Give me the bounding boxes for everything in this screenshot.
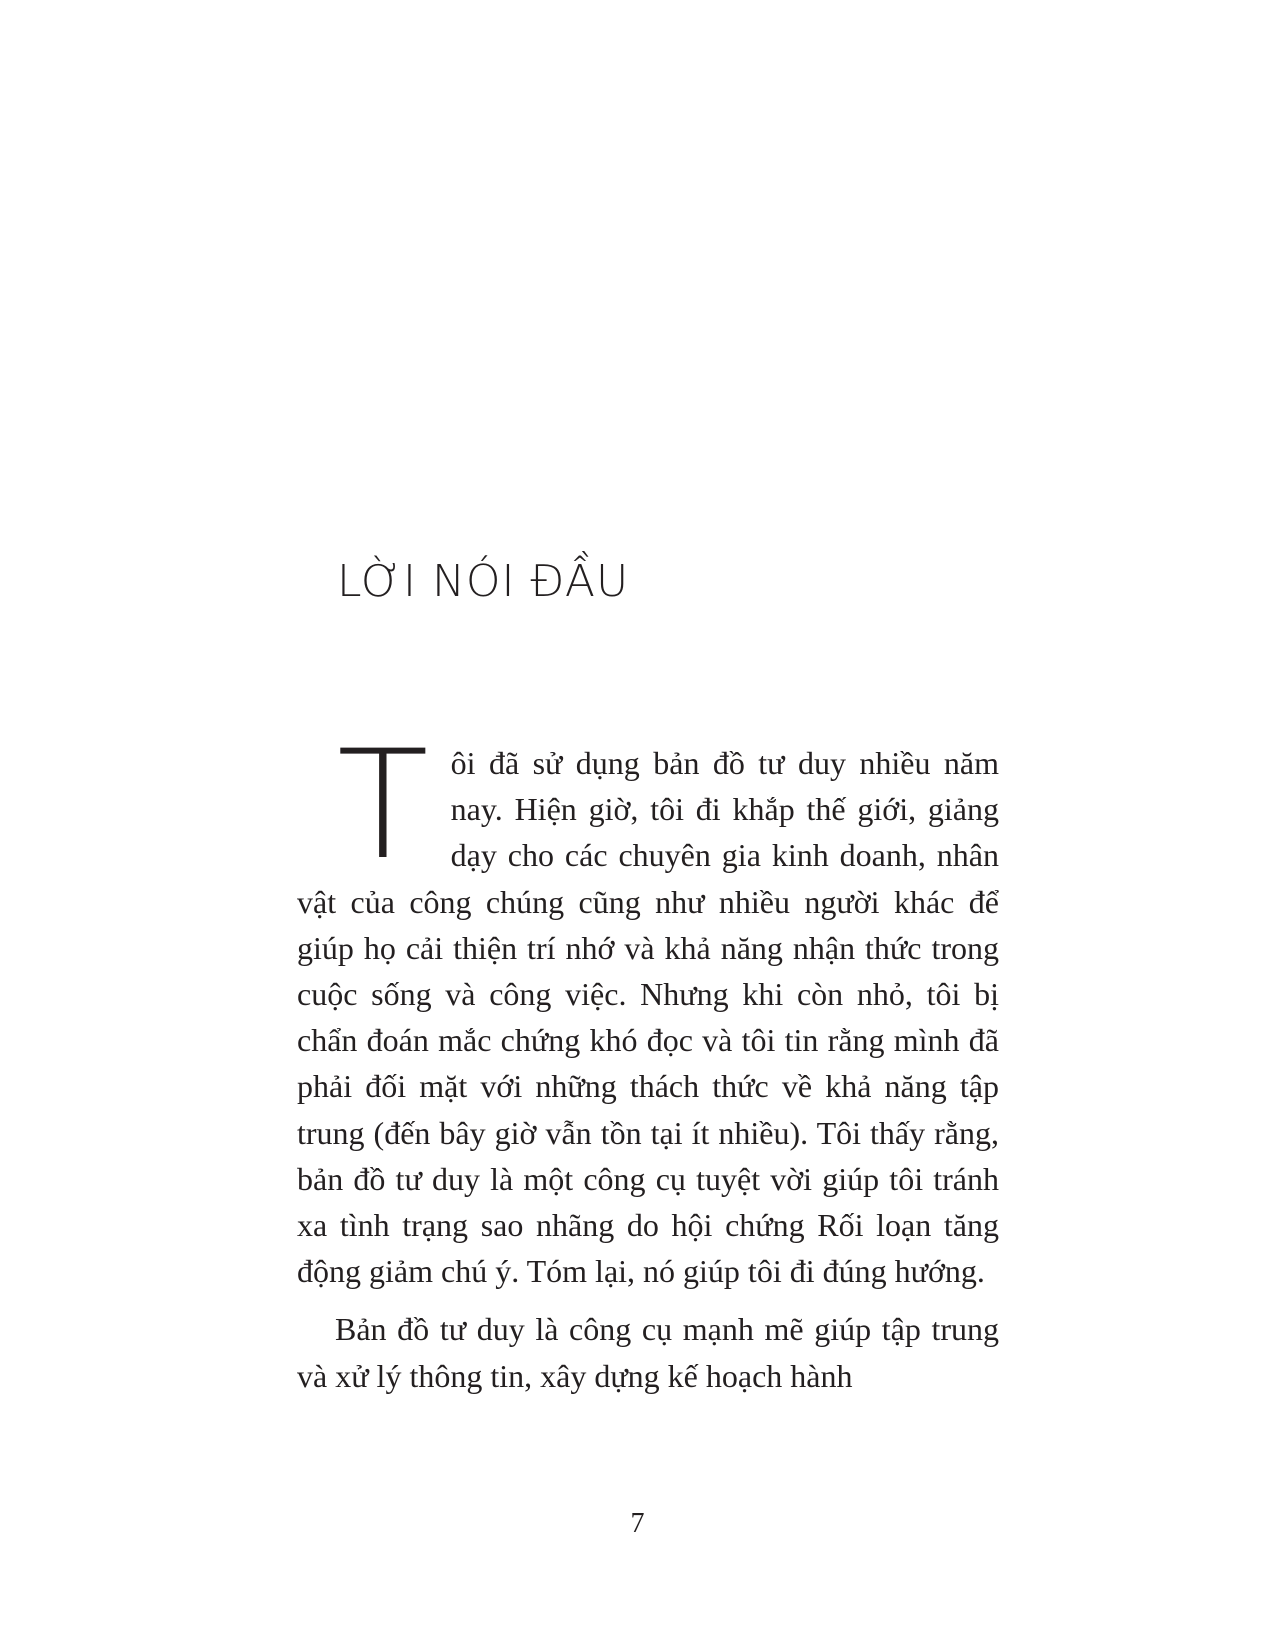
paragraph-2: Bản đồ tư duy là công cụ mạnh mẽ giúp tập trung và xử lý thông tin, xây dựng kế hoạch hành [297, 1311, 999, 1394]
drop-cap: T [337, 719, 429, 893]
page-number: 7 [630, 1508, 645, 1539]
paragraph-1-text: ôi đã sử dụng bản đồ tư duy nhiều năm nay. Hiện giờ, tôi đi khắp thế giới, giảng dạy cho các chuyên gia kinh doanh, nhân vật của công chúng cũng như nhiều người khác để giúp họ cải thiện trí nhớ và khả năng nhận thức trong cuộc sống và công việc. Nhưng khi còn nhỏ, tôi bị chẩn đoán mắc chứng khó đọc và tôi tin rằng mình đã phải đối mặt với những thách thức về khả năng tập trung (đến bây giờ vẫn tồn tại ít nhiều). Tôi thấy rằng, bản đồ tư duy là một công cụ tuyệt vời giúp tôi tránh xa tình trạng sao nhãng do hội chứng Rối loạn tăng động giảm chú ý. Tóm lại, nó giúp tôi đi đúng hướng. [297, 745, 999, 1290]
chapter-title: LỜI NÓI ĐẦU [337, 556, 630, 607]
paragraph-1 [297, 719, 999, 1294]
body-text [297, 719, 999, 1399]
